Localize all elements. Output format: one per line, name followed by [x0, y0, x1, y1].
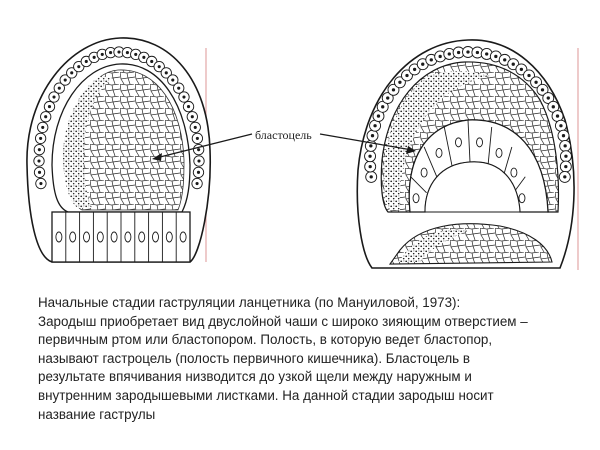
cell-nucleus	[552, 105, 555, 108]
cell-nucleus	[564, 155, 567, 158]
figure-caption	[38, 294, 578, 424]
cell-nucleus	[564, 144, 567, 147]
cell-nucleus	[197, 159, 200, 162]
cell-nucleus	[58, 87, 61, 90]
cell-nucleus	[125, 232, 131, 242]
cell-nucleus	[158, 65, 161, 68]
cell-nucleus	[413, 68, 416, 71]
cell-nucleus	[496, 148, 502, 157]
cell-nucleus	[439, 55, 442, 58]
caption-line: Начальные стадии гаструляции ланцетника (по Мануиловой, 1973):	[38, 295, 461, 310]
caption-line: название гаструлы	[38, 406, 156, 422]
cell-nucleus	[455, 138, 461, 147]
cell-nucleus	[171, 78, 174, 81]
cell-nucleus	[562, 134, 565, 137]
cell-nucleus	[153, 232, 159, 242]
cell-nucleus	[547, 96, 550, 99]
cell-nucleus	[56, 232, 62, 242]
cell-nucleus	[97, 232, 103, 242]
cell-nucleus	[134, 53, 137, 56]
cell-nucleus	[413, 194, 419, 203]
cell-nucleus	[126, 51, 129, 54]
caption-line: внутренним зародышевыми листками. На данной стадии зародыш носит	[38, 387, 494, 403]
cell-nucleus	[39, 137, 42, 140]
cell-nucleus	[494, 55, 497, 58]
caption-line: первичным ртом или бластопором. Полость, в которую ведет бластопор,	[38, 332, 493, 348]
cell-nucleus	[386, 96, 389, 99]
cell-nucleus	[41, 126, 44, 129]
cell-nucleus	[369, 144, 372, 147]
cell-nucleus	[373, 124, 376, 127]
cell-nucleus	[564, 165, 567, 168]
cell-nucleus	[370, 175, 373, 178]
cell-nucleus	[448, 52, 451, 55]
cell-nucleus	[177, 87, 180, 90]
cell-nucleus	[37, 159, 40, 162]
cell-nucleus	[520, 68, 523, 71]
cell-nucleus	[477, 138, 483, 147]
cell-nucleus	[197, 148, 200, 151]
cell-nucleus	[485, 52, 488, 55]
cell-nucleus	[559, 124, 562, 127]
cell-nucleus	[187, 105, 190, 108]
cell-nucleus	[421, 63, 424, 66]
caption-line: называют гастроцель (полость первичного кишечника). Бластоцель в	[38, 350, 470, 366]
blastocoel-label: бластоцель	[255, 128, 312, 142]
cell-nucleus	[109, 51, 112, 54]
cell-nucleus	[381, 105, 384, 108]
caption-line: результате впячивания низводится до узкой щели между наружным и	[38, 369, 472, 385]
cell-nucleus	[196, 137, 199, 140]
cell-nucleus	[476, 51, 479, 54]
cell-nucleus	[377, 114, 380, 117]
cell-nucleus	[563, 175, 566, 178]
cell-nucleus	[182, 95, 185, 98]
cell-nucleus	[150, 60, 153, 63]
cell-nucleus	[101, 53, 104, 56]
cell-nucleus	[197, 171, 200, 174]
cell-nucleus	[421, 168, 427, 177]
cell-nucleus	[166, 232, 172, 242]
cell-nucleus	[369, 165, 372, 168]
cell-nucleus	[541, 88, 544, 91]
cell-nucleus	[39, 182, 42, 185]
cell-nucleus	[70, 232, 76, 242]
cell-nucleus	[368, 155, 371, 158]
cell-nucleus	[511, 168, 517, 177]
cell-nucleus	[77, 65, 80, 68]
gastrula-embryo	[357, 40, 574, 268]
cell-nucleus	[191, 115, 194, 118]
cell-nucleus	[38, 148, 41, 151]
cell-nucleus	[85, 60, 88, 63]
cell-nucleus	[70, 71, 73, 74]
cell-nucleus	[111, 232, 117, 242]
cell-nucleus	[519, 194, 525, 203]
cell-nucleus	[371, 134, 374, 137]
cell-nucleus	[556, 114, 559, 117]
cell-nucleus	[534, 81, 537, 84]
cell-nucleus	[398, 81, 401, 84]
cell-nucleus	[64, 78, 67, 81]
cell-nucleus	[503, 58, 506, 61]
cell-nucleus	[430, 58, 433, 61]
blastula-embryo	[27, 38, 210, 262]
cell-nucleus	[117, 50, 120, 53]
cell-nucleus	[436, 148, 442, 157]
cell-nucleus	[139, 232, 145, 242]
cell-nucleus	[196, 182, 199, 185]
cell-nucleus	[466, 50, 469, 53]
cell-nucleus	[392, 88, 395, 91]
cell-nucleus	[38, 171, 41, 174]
cell-nucleus	[52, 95, 55, 98]
cell-nucleus	[44, 115, 47, 118]
cell-nucleus	[84, 232, 90, 242]
cell-nucleus	[527, 74, 530, 77]
cell-nucleus	[194, 126, 197, 129]
cell-nucleus	[165, 71, 168, 74]
cell-nucleus	[457, 51, 460, 54]
cell-nucleus	[512, 63, 515, 66]
cell-nucleus	[48, 105, 51, 108]
cell-nucleus	[93, 56, 96, 59]
cell-nucleus	[142, 56, 145, 59]
cell-nucleus	[180, 232, 186, 242]
caption-line: Зародыш приобретает вид двуслойной чаши с широко зияющим отверстием –	[38, 313, 528, 329]
cell-nucleus	[405, 74, 408, 77]
